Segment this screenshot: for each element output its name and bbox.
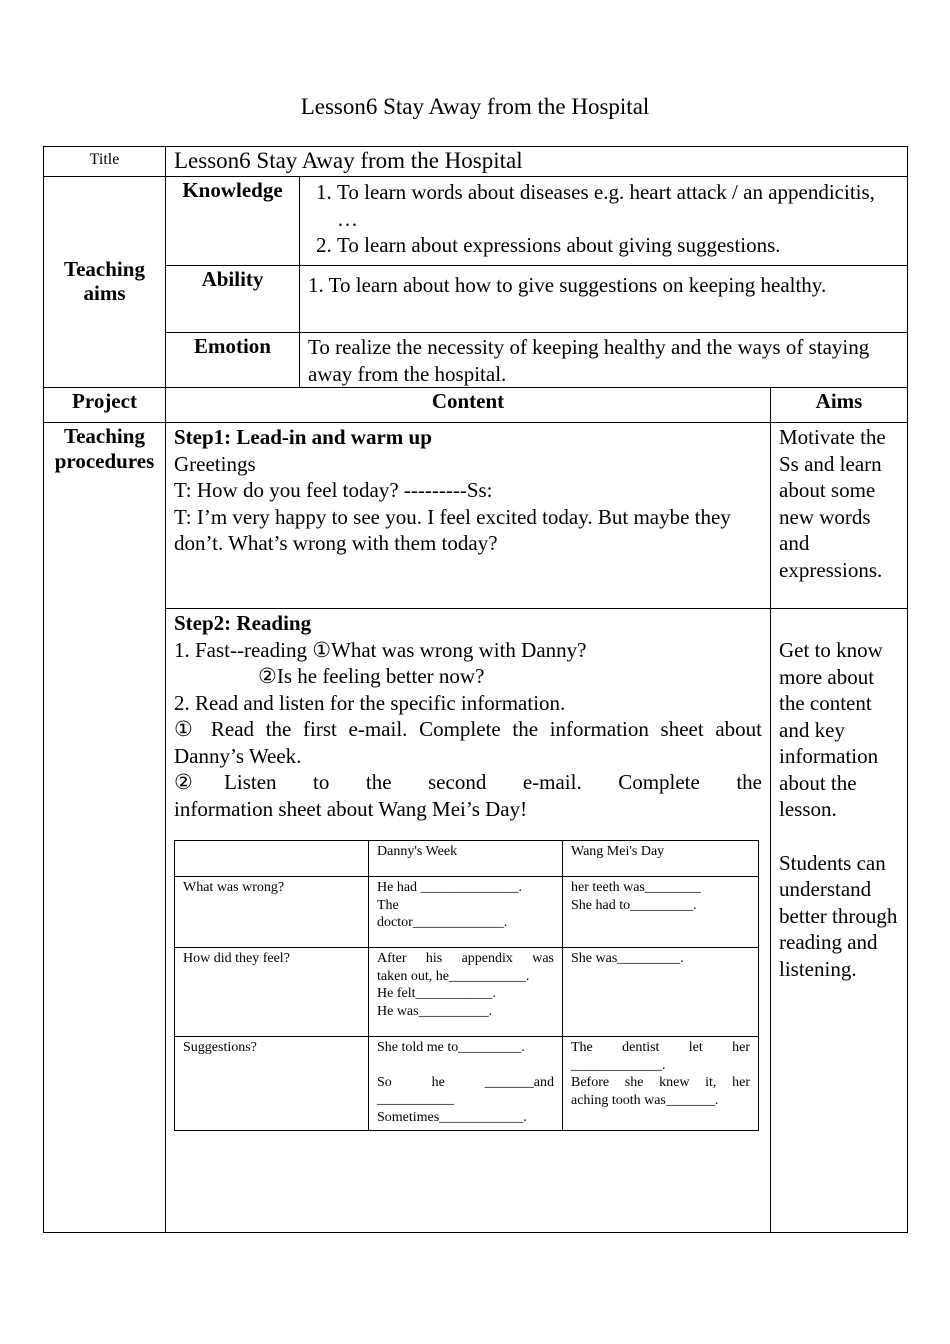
knowledge-item: 2. To learn about expressions about giving suggestions. [337, 232, 899, 259]
emotion-label: Emotion [166, 333, 300, 388]
step2-line: 2. Read and listen for the specific information. [174, 690, 566, 715]
title-label: Title [44, 147, 166, 177]
document-title: Lesson6 Stay Away from the Hospital [300, 94, 650, 119]
info-wang-cell [563, 1037, 759, 1131]
info-blank-line: ___________ [377, 1092, 454, 1107]
info-row-label: How did they feel? [175, 948, 369, 1037]
ability-text: 1. To learn about how to give suggestions on keeping healthy. [300, 266, 908, 333]
info-blank-line: She was_________. [571, 951, 684, 966]
info-blank-line: The [377, 897, 399, 913]
info-blank-line: Before she knew it, her [571, 1075, 750, 1090]
step2-line: ① Read the first e-mail. Complete the information sheet about Danny’s Week. [174, 717, 762, 768]
step2-title: Step2: Reading [174, 611, 312, 635]
knowledge-label: Knowledge [166, 177, 300, 266]
emotion-text: To realize the necessity of keeping healthy and the ways of staying away from the hospital. [300, 333, 908, 388]
aims-header: Aims [771, 388, 908, 423]
info-blank-line: aching tooth was_______. [571, 1092, 719, 1108]
step1-line: T: I’m very happy to see you. I feel excited today. But maybe they don’t. What’s wrong with them today? [174, 504, 731, 555]
info-blank-line: her teeth was________ [571, 880, 701, 895]
step2-line: 1. Fast--reading ①What was wrong with Danny? [174, 637, 587, 662]
info-wang-cell [563, 877, 759, 948]
info-blank-line: _____________. [571, 1057, 666, 1073]
step1-line: T: How do you feel today? ---------Ss: [174, 478, 493, 502]
step2-aim: Students can understand better through reading and listening. [779, 850, 898, 981]
info-wang-cell [563, 948, 759, 1037]
title-value: Lesson6 Stay Away from the Hospital [166, 147, 908, 177]
step2-aims [771, 609, 908, 1233]
ability-label: Ability [166, 266, 300, 333]
info-blank-line: After his appendix was [377, 951, 554, 966]
info-col-header: Danny's Week [369, 841, 563, 877]
content-header: Content [166, 388, 771, 423]
info-blank-line: He was__________. [377, 1003, 493, 1019]
step1-title: Step1: Lead-in and warm up [174, 425, 432, 449]
info-danny-cell [369, 1037, 563, 1131]
knowledge-item: 1. To learn words about diseases e.g. heart attack / an appendicitis, … [337, 179, 899, 232]
information-sheet [174, 840, 759, 1131]
info-row-label: Suggestions? [175, 1037, 369, 1131]
info-blank-line: So he _______and [377, 1074, 554, 1090]
teaching-aims-label: Teaching aims [44, 177, 166, 388]
procedures-label: Teaching procedures [44, 423, 166, 1233]
info-row-label: What was wrong? [175, 877, 369, 948]
step2-line: information sheet about Wang Mei’s Day! [174, 796, 528, 821]
step2-content [166, 609, 771, 1233]
info-col-header: Wang Mei's Day [563, 841, 759, 877]
info-corner-cell [175, 841, 369, 877]
info-blank-line: Sometimes____________. [377, 1109, 527, 1125]
info-blank-line: The dentist let her [571, 1040, 750, 1055]
info-danny-cell [369, 948, 563, 1037]
knowledge-content [300, 177, 908, 266]
lesson-plan-table [43, 146, 908, 1233]
info-blank-line: taken out, he___________. [377, 968, 530, 984]
step2-line: ②Is he feeling better now? [258, 664, 485, 688]
step2-aim: Get to know more about the content and key information about the lesson. [779, 638, 883, 821]
info-danny-cell [369, 877, 563, 948]
step2-line: ②Listen to the second e-mail. Complete the [174, 770, 762, 794]
step1-content [166, 423, 771, 609]
step1-aim: Motivate the Ss and learn about some new words and expressions. [771, 423, 908, 609]
project-header: Project [44, 388, 166, 423]
info-blank-line: He had ______________. [377, 880, 523, 895]
info-blank-line: doctor_____________. [377, 915, 508, 930]
info-blank-line: She told me to_________. [377, 1040, 525, 1055]
info-blank-line: She had to_________. [571, 897, 697, 913]
info-blank-line: He felt___________. [377, 986, 496, 1001]
info-spacer [377, 1057, 554, 1074]
step1-line: Greetings [174, 451, 256, 476]
